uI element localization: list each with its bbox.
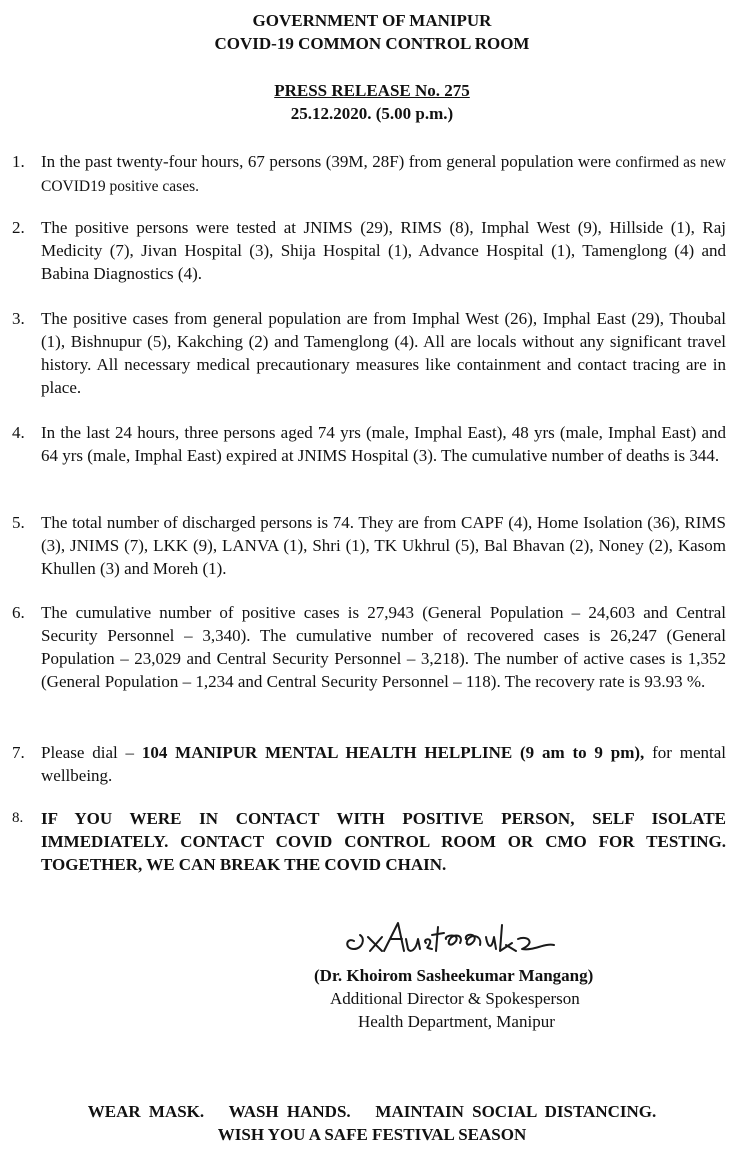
list-item-text: In the last 24 hours, three persons aged 74 yrs (male, Imphal East), 48 yrs (male, Imphal East) and 64 yrs (male, Imphal East) expired at JNIMS Hospital (3). The cumulative number of deaths is 344. [41,423,726,465]
list-item-number: 8. [12,810,24,826]
list-item-4 [12,421,726,467]
list-item-text-part: In the past twenty-four hours, 67 persons (39M, 28F) from general population were [41,152,616,171]
signatory-title: Additional Director & Spokesperson [330,989,580,1008]
list-item-number: 1. [12,152,25,171]
list-item-text: IF YOU WERE IN CONTACT WITH POSITIVE PERSON, SELF ISOLATE IMMEDIATELY. CONTACT COVID CONTROL ROOM OR CMO FOR TESTING. TOGETHER, WE CAN BREAK THE COVID CHAIN. [41,809,726,874]
list-item-number: 5. [12,513,25,532]
list-item-text [41,741,726,787]
signature-scribble [340,915,570,963]
list-item-text: The cumulative number of positive cases is 27,943 (General Population – 24,603 and Central Security Personnel – 3,340). The cumulative number of recovered cases is 26,247 (General Population – 23,029 and Central Security Personnel – 3,218). The number of active cases is 1,352 (General Population – 1,234 and Central Security Personnel – 118). The recovery rate is 93.93 %. [41,603,726,691]
list-item-text: The positive persons were tested at JNIMS (29), RIMS (8), Imphal West (9), Hillside (1), Raj Medicity (7), Jivan Hospital (3), Shija Hospital (1), Advance Hospital (1), Tamenglong (4) and Babina Diagnostics (4). [41,218,726,283]
list-item-8 [12,807,726,876]
list-item-text-part: for mental wellbeing. [41,743,726,785]
list-item-number: 7. [12,743,25,762]
list-item-2 [12,216,726,285]
list-item-text: The total number of discharged persons is 74. They are from CAPF (4), Home Isolation (36), RIMS (3), JNIMS (7), LKK (9), LANVA (1), Shri (1), TK Ukhrul (5), Bal Bhavan (2), Noney (2), Kasom Khullen (3) and Moreh (1). [41,513,726,578]
header-control-room: COVID-19 COMMON CONTROL ROOM [214,34,530,53]
list-item-6 [12,601,726,693]
list-item-5 [12,511,726,580]
list-item-text-part: Please dial – [41,743,142,762]
signature-image [340,915,570,968]
list-item-3 [12,307,726,399]
signatory-block [300,964,660,1033]
list-item-1 [12,150,726,198]
signatory-department: Health Department, Manipur [358,1012,555,1031]
press-release-date: 25.12.2020. (5.00 p.m.) [290,104,454,123]
list-item-7 [12,741,726,787]
list-item-number: 6. [12,603,25,622]
list-item-text [41,150,726,198]
footer-slogan [0,1100,744,1146]
press-release-number: PRESS RELEASE No. 275 [274,81,470,100]
footer-line-2: WISH YOU A SAFE FESTIVAL SEASON [217,1125,527,1144]
list-item-text-part: confirmed as new COVID19 positive cases. [41,154,726,195]
header-government: GOVERNMENT OF MANIPUR [252,11,492,30]
list-item-number: 4. [12,423,25,442]
signatory-name: (Dr. Khoirom Sasheekumar Mangang) [314,966,594,985]
list-item-text: The positive cases from general population are from Imphal West (26), Imphal East (29), Thoubal (1), Bishnupur (5), Kakching (2) and Tamenglong (4). All are locals without any significant travel history. All necessary medical precautionary measures like containment and contact tracing are in place. [41,309,726,397]
press-release-heading [0,80,744,123]
helpline-text: 104 MANIPUR MENTAL HEALTH HELPLINE (9 am to 9 pm), [141,743,645,762]
list-item-number: 2. [12,218,25,237]
list-item-number: 3. [12,309,25,328]
footer-line-1: WEAR MASK. WASH HANDS. MAINTAIN SOCIAL DISTANCING. [87,1102,657,1121]
